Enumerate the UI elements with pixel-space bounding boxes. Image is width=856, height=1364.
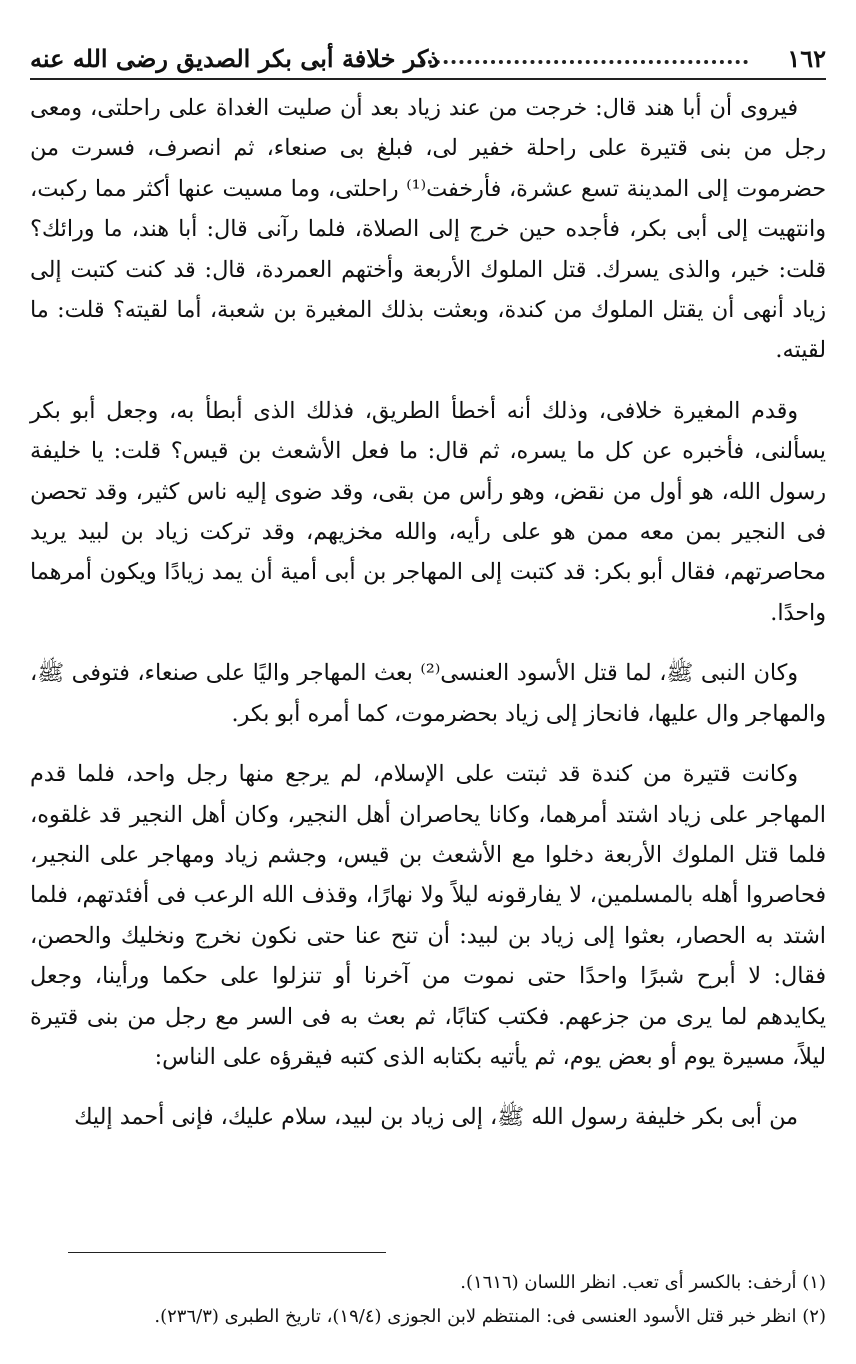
paragraph-2: وقدم المغيرة خلافى، وذلك أنه أخطأ الطريق، فذلك الذى أبطأ به، وجعل أبو بكر يسألنى، فأخبره عن كل ما يسره، ثم قال: ما فعل الأشعث بن قيس؟ قلت: يا خليفة رسول الله، هو أول من نقض، وهو رأس من بقى، وقد ضوى إليه ناس كثير، وقد تحصن فى النجير بمن معه ممن هو على رأيه، والله مخزيهم، وقد تركت زياد بن لبيد يريد محاصرتهم، فقال أبو بكر: قد كتبت إلى المهاجر بن أبى أمية أن يمد زيادًا ويكون أمرهما واحدًا. bbox=[30, 397, 826, 626]
footnote-2: (٢) انظر خبر قتل الأسود العنسى فى: المنتظم لابن الجوزى (١٩/٤)، تاريخ الطبرى (٢٣٦/٣). bbox=[154, 1306, 826, 1327]
body-text bbox=[30, 88, 826, 1138]
header-dot-leader bbox=[420, 34, 748, 64]
page-number: ١٦٢ bbox=[787, 44, 826, 73]
paragraph-1: فيروى أن أبا هند قال: خرجت من عند زياد بعد أن صليت الغداة على راحلتى، ومعى رجل من بنى قتيرة على راحلة خفير لى، فبلغ بى صنعاء، ثم انصرف، فسرت من حضرموت إلى المدينة تسع عشرة، فأرخفت⁽¹⁾ راحلتى، وما مسيت عنها أكثر مما ركبت، وانتهيت إلى أبى بكر، فأجده حين خرج إلى الصلاة، فلما رآنى قال: أبا هند، ما ورائك؟ قلت: خير، والذى يسرك. قتل الملوك الأربعة وأختهم العمردة، قال: قد كنت كتبت إلى زياد أنهى أن يقتل الملوك من كندة، وبعثت بذلك المغيرة بن شعبة، أما لقيته؟ قلت: ما لقيته. bbox=[30, 95, 827, 364]
footnote-1: (١) أرخف: بالكسر أى تعب. انظر اللسان (١٦١٦). bbox=[460, 1272, 826, 1293]
paragraph-5: من أبى بكر خليفة رسول الله ﷺ، إلى زياد بن لبيد، سلام عليك، فإنى أحمد إليك bbox=[74, 1104, 798, 1131]
running-title: ذكر خلافة أبى بكر الصديق رضى الله عنه bbox=[30, 44, 440, 73]
paragraph-3: وكان النبى ﷺ، لما قتل الأسود العنسى⁽²⁾ بعث المهاجر واليًا على صنعاء، فتوفى ﷺ، والمهاجر وال عليها، فانحاز إلى زياد بحضرموت، كما أمره أبو بكر. bbox=[30, 660, 826, 727]
paragraph-4: وكانت قتيرة من كندة قد ثبتت على الإسلام، لم يرجع منها رجل واحد، فلما قدم المهاجر على زياد اشتد أمرهما، وكانا يحاصران أهل النجير، وكان أهل النجير قد غلقوه، فلما قتل الملوك الأربعة دخلوا مع الأشعث بن قيس، وجشم زياد ومهاجر على النجير، فحاصروا أهله بالمسلمين، لا يفارقونه ليلاً ولا نهارًا، وقذف الله الرعب فى أفئدتهم، فلما اشتد به الحصار، بعثوا إلى زياد بن لبيد: أن تنح عنا حتى نكون نخرج ونخليك والحصن، فقال: لا أبرح شبرًا واحدًا حتى نموت من آخرنا أو تنزلوا على حكما ورأينا، وجعل يكايدهم لما يرى من جزعهم. فكتب كتابًا، ثم بعث به فى السر مع رجل من بنى قتيرة ليلاً، مسيرة يوم أو بعض يوم، ثم يأتيه بكتابه الذى كتبه فيقرؤه على الناس: bbox=[30, 761, 826, 1070]
page-header bbox=[30, 40, 826, 80]
footnotes bbox=[30, 1266, 826, 1334]
footnote-separator bbox=[68, 1252, 386, 1253]
book-page bbox=[30, 40, 826, 1340]
